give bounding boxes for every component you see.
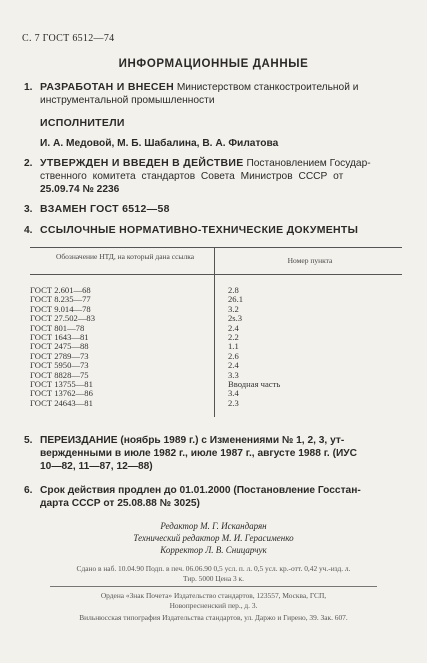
table-cell-clause: 3.3 bbox=[228, 369, 239, 380]
table-cell-clause: 2s.3 bbox=[228, 313, 243, 324]
section-text: ВЗАМЕН ГОСТ 6512—58 bbox=[40, 203, 170, 215]
executors-names: И. А. Медовой, М. Б. Шабалина, В. А. Филатова bbox=[40, 138, 279, 149]
imprint-line: Новопресненский пер., д. 3. bbox=[169, 601, 258, 610]
table-cell-doc: ГОСТ 24643—81 bbox=[30, 397, 93, 408]
table-cell-clause: 3.2 bbox=[228, 303, 239, 314]
imprint-line: Ордена «Знак Почета» Издательство стандартов, 123557, Москва, ГСП, bbox=[100, 591, 327, 600]
table-cell-clause: 3.4 bbox=[228, 388, 239, 399]
imprint-rule bbox=[50, 586, 377, 587]
table-cell-doc: ГОСТ 8828—75 bbox=[30, 369, 89, 380]
table-cell-doc: ГОСТ 8.235—77 bbox=[30, 294, 91, 305]
table-cell-doc: ГОСТ 13762—86 bbox=[30, 388, 93, 399]
section-text-cont: ственного комитета стандартов Совета Министров СССР от bbox=[40, 171, 344, 182]
section-1 bbox=[24, 81, 404, 107]
section-text-cont: вержденными в июле 1982 г., июле 1987 г., августе 1988 г. (ИУС bbox=[40, 448, 357, 459]
imprint-line: Тир. 5000 Цена 3 к. bbox=[183, 574, 244, 583]
executors-label: ИСПОЛНИТЕЛИ bbox=[40, 117, 125, 129]
section-number: 2. bbox=[24, 158, 33, 169]
imprint-line: Сдано в наб. 10.04.90 Подп. в печ. 06.06.90 0,5 усл. п. л. 0,5 усл. кр.-отт. 0,42 уч.-изд. л. bbox=[76, 564, 351, 573]
table-cell-clause: 1.1 bbox=[228, 341, 239, 352]
table-top-rule bbox=[30, 247, 402, 248]
table-cell-doc: ГОСТ 2789—73 bbox=[30, 350, 89, 361]
table-col1 bbox=[30, 286, 95, 408]
table-cell-clause: 2.4 bbox=[228, 360, 239, 371]
section-text: Срок действия продлен до 01.01.2000 (Постановление Госстан- bbox=[40, 485, 361, 496]
table-cell-doc: ГОСТ 2.601—68 bbox=[30, 285, 91, 295]
section-6 bbox=[24, 484, 404, 510]
table-cell-doc: ГОСТ 27.502—83 bbox=[30, 313, 96, 324]
section-text: Постановлением Государ- bbox=[246, 158, 371, 169]
table-col2-header: Номер пункта bbox=[287, 256, 333, 265]
section-text-cont: инструментальной промышленности bbox=[40, 95, 215, 106]
table-col1-header: Обозначение НТД, на который дана ссылка bbox=[55, 252, 195, 261]
table-cell-doc: ГОСТ 801—78 bbox=[30, 322, 85, 333]
section-1-names bbox=[24, 137, 404, 150]
table-cell-clause: Вводная часть bbox=[228, 379, 281, 390]
section-text-cont: дарта СССР от 25.08.88 № 3025) bbox=[40, 498, 200, 509]
corrector-credit: Корректор Л. В. Сницарчук bbox=[160, 545, 267, 555]
editor-credit: Редактор М. Г. Искандарян bbox=[160, 521, 267, 531]
section-5 bbox=[24, 434, 404, 473]
section-number: 6. bbox=[24, 485, 33, 496]
section-lead: РАЗРАБОТАН И ВНЕСЕН bbox=[40, 81, 174, 93]
table-col2 bbox=[228, 286, 280, 408]
section-number: 1. bbox=[24, 82, 33, 93]
table-cell-clause: 2.4 bbox=[228, 322, 239, 333]
section-number: 4. bbox=[24, 225, 33, 236]
table-cell-doc: ГОСТ 13755—81 bbox=[30, 379, 93, 390]
section-1-executors bbox=[24, 117, 404, 130]
section-3 bbox=[24, 203, 404, 216]
section-2 bbox=[24, 157, 404, 196]
table-cell-doc: ГОСТ 2475—88 bbox=[30, 341, 89, 352]
table-cell-doc: ГОСТ 9.014—78 bbox=[30, 303, 91, 314]
section-text: Министерством станкостроительной и bbox=[176, 82, 359, 93]
tech-editor-credit: Технический редактор М. И. Герасименко bbox=[133, 533, 294, 543]
page-title: ИНФОРМАЦИОННЫЕ ДАННЫЕ bbox=[118, 58, 309, 70]
table-cell-clause: 26.1 bbox=[228, 294, 244, 305]
section-number: 3. bbox=[24, 204, 33, 215]
section-text: ССЫЛОЧНЫЕ НОРМАТИВНО-ТЕХНИЧЕСКИЕ ДОКУМЕНТЫ bbox=[40, 224, 359, 236]
page-header: С. 7 ГОСТ 6512—74 bbox=[22, 33, 115, 44]
table-header-rule bbox=[30, 274, 402, 275]
table-cell-clause: 2.3 bbox=[228, 397, 239, 408]
table-column-divider bbox=[214, 247, 215, 417]
table-cell-clause: 2.8 bbox=[228, 285, 239, 295]
table-cell-doc: ГОСТ 1643—81 bbox=[30, 332, 89, 343]
table-cell-clause: 2.6 bbox=[228, 350, 239, 361]
section-number: 5. bbox=[24, 435, 33, 446]
table-cell-clause: 2.2 bbox=[228, 332, 239, 343]
imprint-line: Вильнюсская типография Издательства стандартов, ул. Даржо и Гирено, 39. Зак. 607. bbox=[79, 613, 348, 622]
section-text-cont: 10—82, 11—87, 12—88) bbox=[40, 461, 153, 472]
section-text-cont: 25.09.74 № 2236 bbox=[40, 184, 120, 195]
table-cell-doc: ГОСТ 5950—73 bbox=[30, 360, 89, 371]
section-4 bbox=[24, 224, 404, 237]
reference-table bbox=[30, 247, 402, 419]
section-lead: УТВЕРЖДЕН И ВВЕДЕН В ДЕЙСТВИЕ bbox=[40, 157, 244, 169]
section-text: ПЕРЕИЗДАНИЕ (ноябрь 1989 г.) с Изменениями № 1, 2, 3, ут- bbox=[40, 435, 345, 446]
